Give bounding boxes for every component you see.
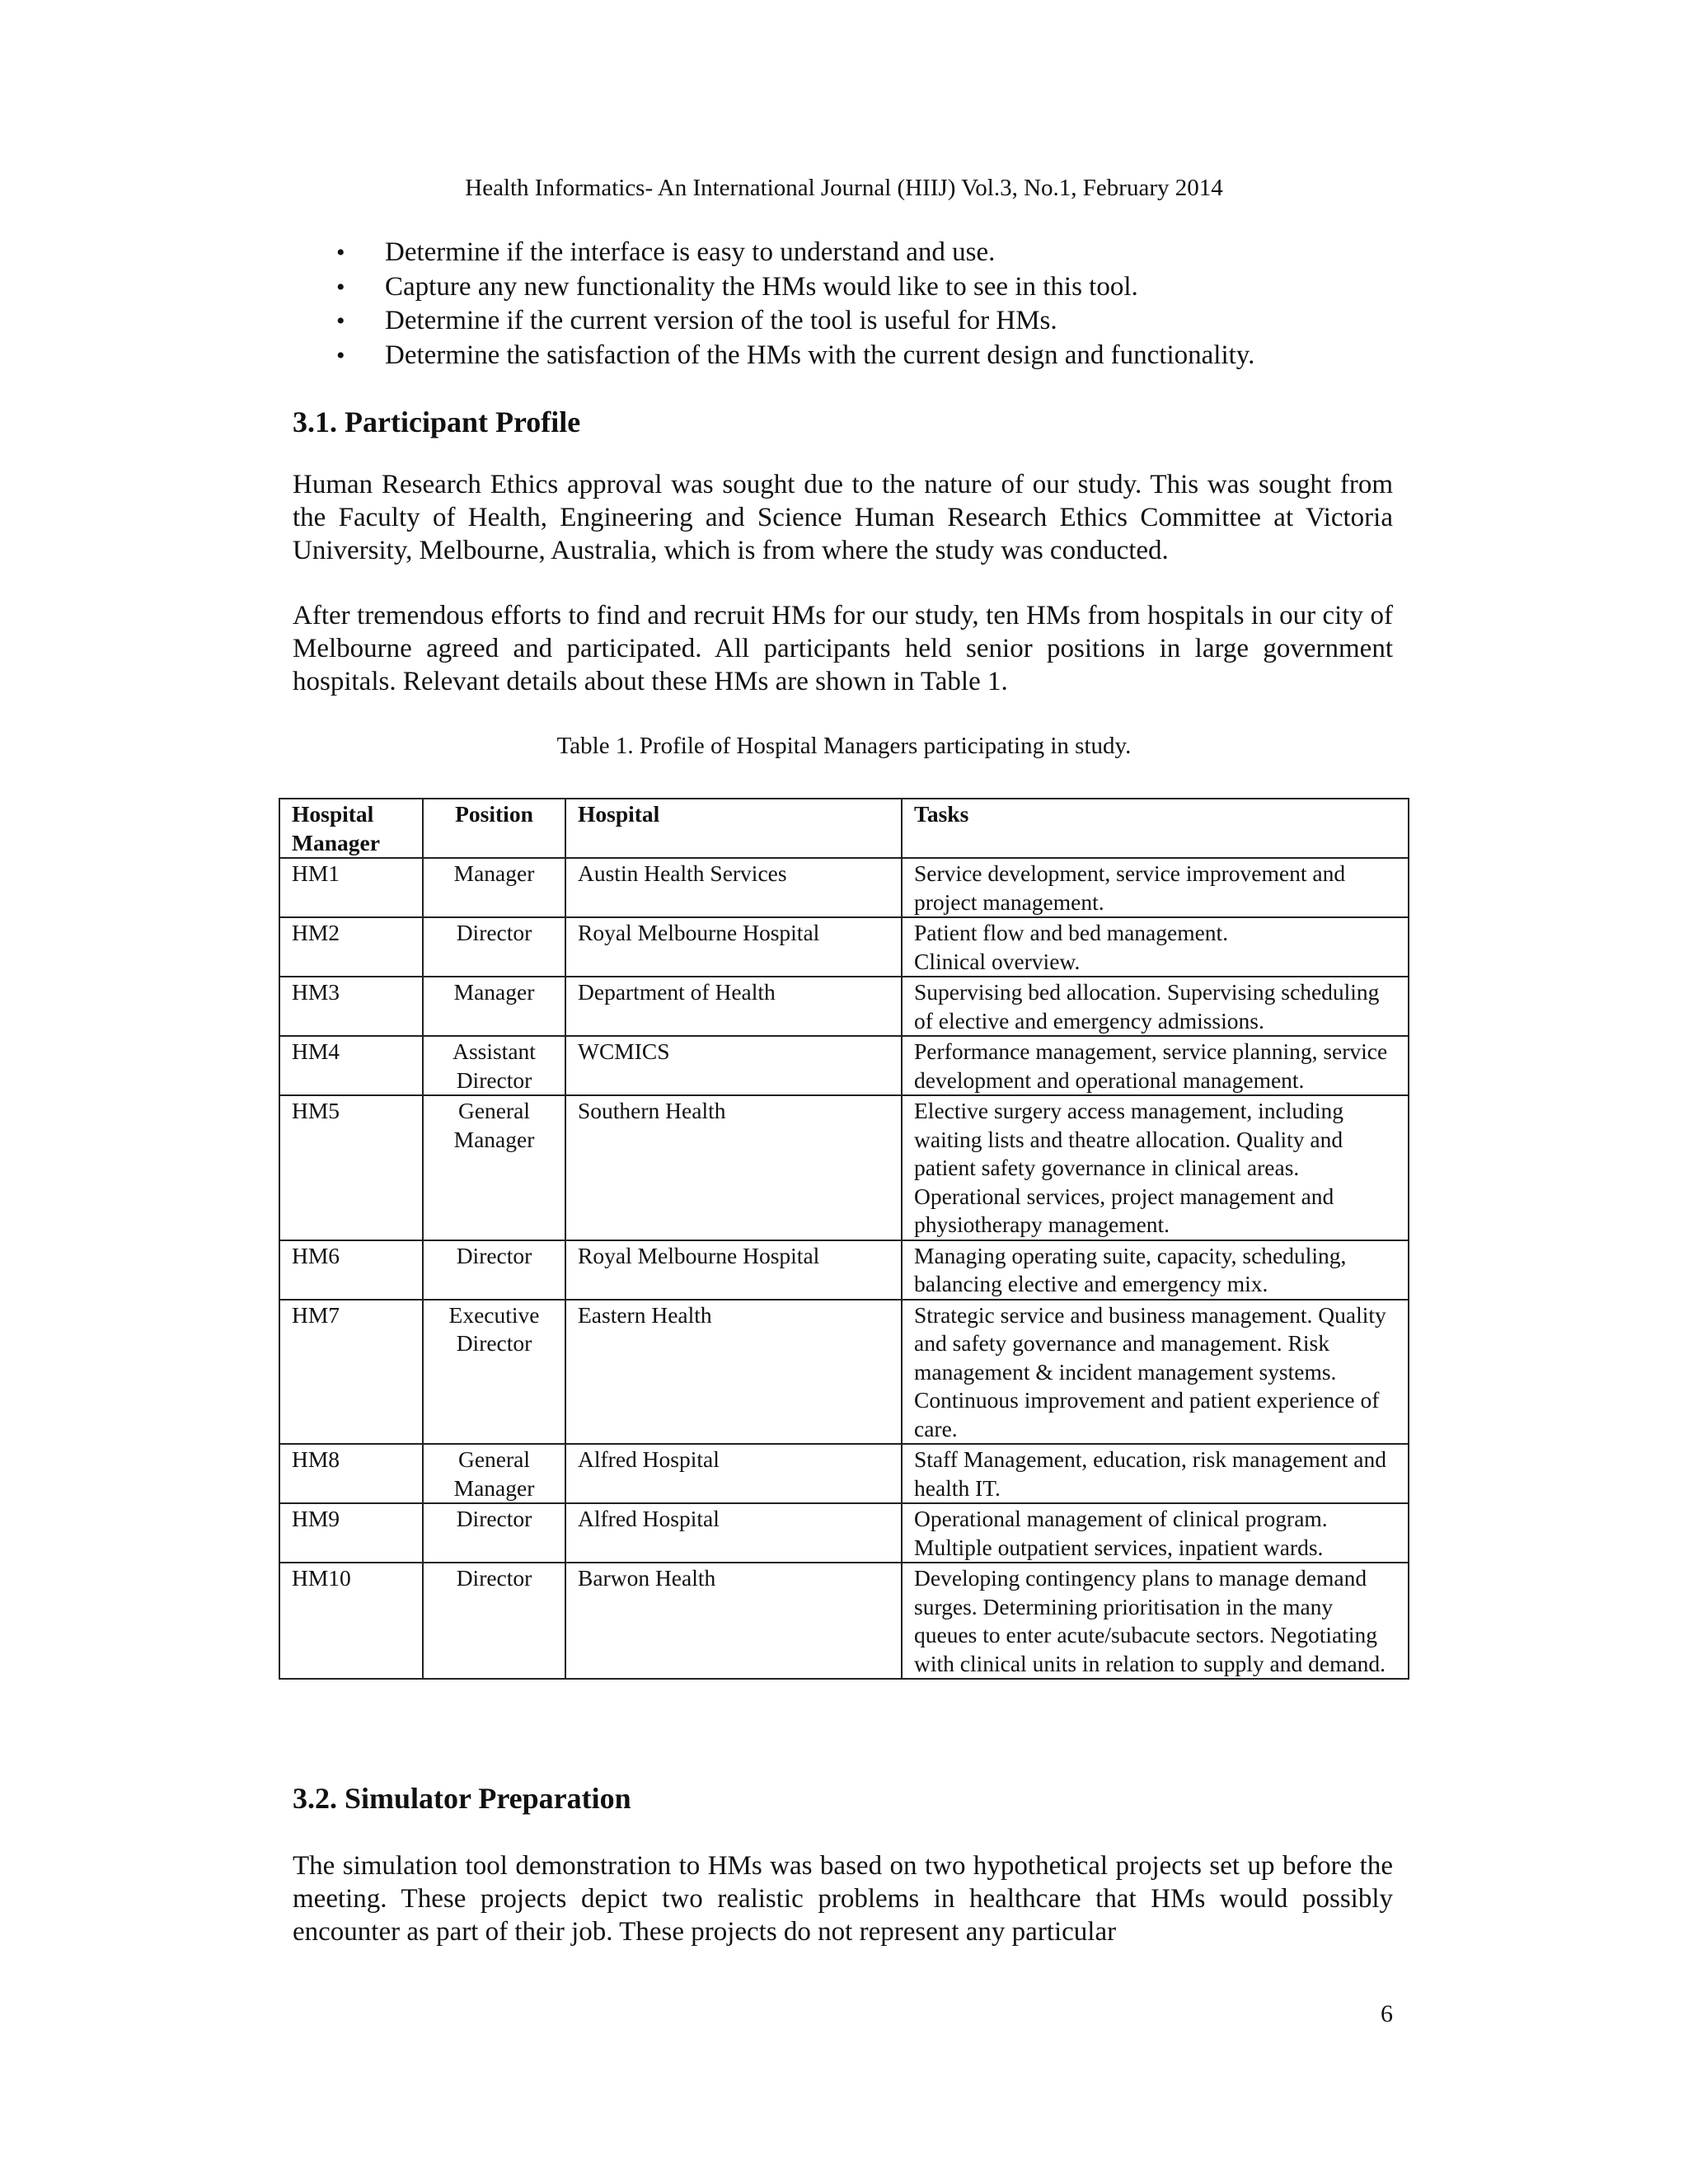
bullet-text: Determine if the interface is easy to understand and use.: [385, 237, 996, 267]
position-line: Director: [456, 1565, 532, 1591]
header-tasks: Tasks: [902, 799, 1409, 858]
table-header-row: [279, 799, 1409, 858]
bullet-item: [330, 236, 1401, 270]
bullet-dot-icon: •: [336, 239, 345, 266]
cell-hospital: Alfred Hospital: [565, 1503, 902, 1563]
bullet-item: [330, 270, 1401, 305]
cell-hospital-manager: HM1: [279, 858, 423, 917]
position-line: Director: [456, 1242, 532, 1268]
task-text: Elective surgery access management, including waiting lists and theatre allocation. Quality and patient safety governance in clinical areas.: [914, 1098, 1344, 1180]
cell-position: [423, 858, 565, 917]
task-text: Multiple outpatient services, inpatient wards.: [914, 1534, 1324, 1560]
position-line: Director: [456, 1330, 532, 1356]
bullet-item: [330, 339, 1401, 373]
cell-hospital: Department of Health: [565, 977, 902, 1036]
cell-position: [423, 917, 565, 977]
section-heading-participant-profile: 3.1. Participant Profile: [293, 405, 581, 438]
table-row: [279, 858, 1409, 917]
cell-position: [423, 977, 565, 1036]
position-line: Manager: [453, 860, 535, 886]
cell-position: [423, 1563, 565, 1679]
section-heading-simulator-preparation: 3.2. Simulator Preparation: [293, 1782, 631, 1815]
table-row: [279, 1095, 1409, 1240]
position-line: Manager: [453, 1474, 535, 1501]
task-text: Clinical overview.: [914, 948, 1081, 974]
cell-tasks: [902, 1563, 1409, 1679]
cell-hospital: Barwon Health: [565, 1563, 902, 1679]
cell-hospital-manager: HM9: [279, 1503, 423, 1563]
cell-tasks: [902, 1300, 1409, 1445]
page-number: 6: [1381, 2000, 1393, 2027]
cell-position: [423, 1503, 565, 1563]
paragraph-simulation-demo: The simulation tool demonstration to HMs was based on two hypothetical projects set up before the meeting. These projects depict two realistic problems in healthcare that HMs would possibly encounter as part of their job. These projects do not represent any particular: [293, 1851, 1393, 1947]
cell-hospital-manager: HM5: [279, 1095, 423, 1240]
table-row: [279, 1503, 1409, 1563]
table-row: [279, 977, 1409, 1036]
hospital-manager-profile-table: [279, 798, 1409, 1680]
cell-hospital: Royal Melbourne Hospital: [565, 917, 902, 977]
bullet-text: Capture any new functionality the HMs would like to see in this tool.: [385, 271, 1138, 302]
paragraph-recruitment: After tremendous efforts to find and recruit HMs for our study, ten HMs from hospitals in our city of Melbourne agreed and participated. All participants held senior positions in large government hospitals. Relevant details about these HMs are shown in Table 1.: [293, 601, 1393, 696]
cell-tasks: [902, 1240, 1409, 1300]
table-caption: Table 1. Profile of Hospital Managers participating in study.: [556, 733, 1132, 759]
task-text: Patient flow and bed management.: [914, 920, 1229, 945]
cell-hospital: Austin Health Services: [565, 858, 902, 917]
cell-position: [423, 1036, 565, 1095]
position-line: Director: [456, 1506, 532, 1531]
cell-tasks: [902, 1036, 1409, 1095]
cell-hospital-manager: HM7: [279, 1300, 423, 1445]
table-row: [279, 1300, 1409, 1445]
cell-tasks: [902, 1503, 1409, 1563]
header-hospital-manager: Hospital Manager: [279, 799, 423, 858]
task-text: Operational management of clinical program.: [914, 1506, 1328, 1531]
bullet-text: Determine the satisfaction of the HMs with the current design and functionality.: [385, 340, 1255, 370]
position-line: Director: [456, 1066, 532, 1093]
bullet-dot-icon: •: [336, 341, 345, 369]
position-line: Executive: [448, 1301, 540, 1328]
cell-tasks: [902, 1444, 1409, 1503]
cell-hospital: WCMICS: [565, 1036, 902, 1095]
cell-hospital: Royal Melbourne Hospital: [565, 1240, 902, 1300]
cell-position: [423, 1240, 565, 1300]
cell-tasks: [902, 1095, 1409, 1240]
task-text: Strategic service and business management. Quality and safety governance and management. Risk management & incident management systems. Continuous improvement and patient experience of care.: [914, 1301, 1386, 1441]
table-row: [279, 1444, 1409, 1503]
table-row: [279, 1036, 1409, 1095]
cell-hospital: Alfred Hospital: [565, 1444, 902, 1503]
table-row: [279, 917, 1409, 977]
bullet-item: [330, 304, 1401, 339]
cell-hospital-manager: HM6: [279, 1240, 423, 1300]
cell-tasks: [902, 858, 1409, 917]
table-row: [279, 1240, 1409, 1300]
bullet-dot-icon: •: [336, 273, 345, 301]
cell-tasks: [902, 917, 1409, 977]
task-text: Service development, service improvement and project management.: [914, 860, 1346, 915]
bullet-text: Determine if the current version of the tool is useful for HMs.: [385, 306, 1057, 335]
task-text: Staff Management, education, risk management and health IT.: [914, 1446, 1386, 1501]
table-row: [279, 1563, 1409, 1679]
cell-hospital-manager: HM2: [279, 917, 423, 977]
task-text: Managing operating suite, capacity, scheduling, balancing elective and emergency mix.: [914, 1242, 1347, 1296]
position-line: Assistant: [452, 1038, 536, 1064]
task-text: Supervising bed allocation. Supervising scheduling of elective and emergency admissions.: [914, 979, 1380, 1033]
position-line: Director: [456, 920, 532, 945]
task-text: Operational services, project management and physiotherapy management.: [914, 1183, 1334, 1237]
task-text: Developing contingency plans to manage demand surges. Determining prioritisation in the many queues to enter acute/subacute sectors. Negotiating with clinical units in relation to supply and demand.: [914, 1565, 1386, 1676]
cell-hospital-manager: HM3: [279, 977, 423, 1036]
bullet-dot-icon: •: [336, 307, 345, 335]
cell-tasks: [902, 977, 1409, 1036]
position-line: General: [457, 1098, 531, 1123]
header-position: Position: [423, 799, 565, 858]
cell-hospital: Eastern Health: [565, 1300, 902, 1445]
header-hospital: Hospital: [565, 799, 902, 858]
cell-hospital-manager: HM8: [279, 1444, 423, 1503]
cell-hospital: Southern Health: [565, 1095, 902, 1240]
cell-hospital-manager: HM10: [279, 1563, 423, 1679]
running-header: Health Informatics- An International Journal (HIIJ) Vol.3, No.1, February 2014: [465, 175, 1223, 201]
cell-position: [423, 1095, 565, 1240]
objectives-bullet-list: [330, 236, 1401, 373]
cell-position: [423, 1300, 565, 1445]
paragraph-ethics-approval: Human Research Ethics approval was sought due to the nature of our study. This was sought from the Faculty of Health, Engineering and Science Human Research Ethics Committee at Victoria University, Melbourne, Australia, which is from where the study was conducted.: [293, 470, 1393, 565]
position-line: Manager: [453, 979, 535, 1005]
cell-hospital-manager: HM4: [279, 1036, 423, 1095]
task-text: Performance management, service planning, service development and operational management.: [914, 1038, 1388, 1093]
position-line: Manager: [453, 1126, 535, 1152]
table-body: [279, 858, 1409, 1679]
cell-position: [423, 1444, 565, 1503]
position-line: General: [457, 1446, 531, 1472]
